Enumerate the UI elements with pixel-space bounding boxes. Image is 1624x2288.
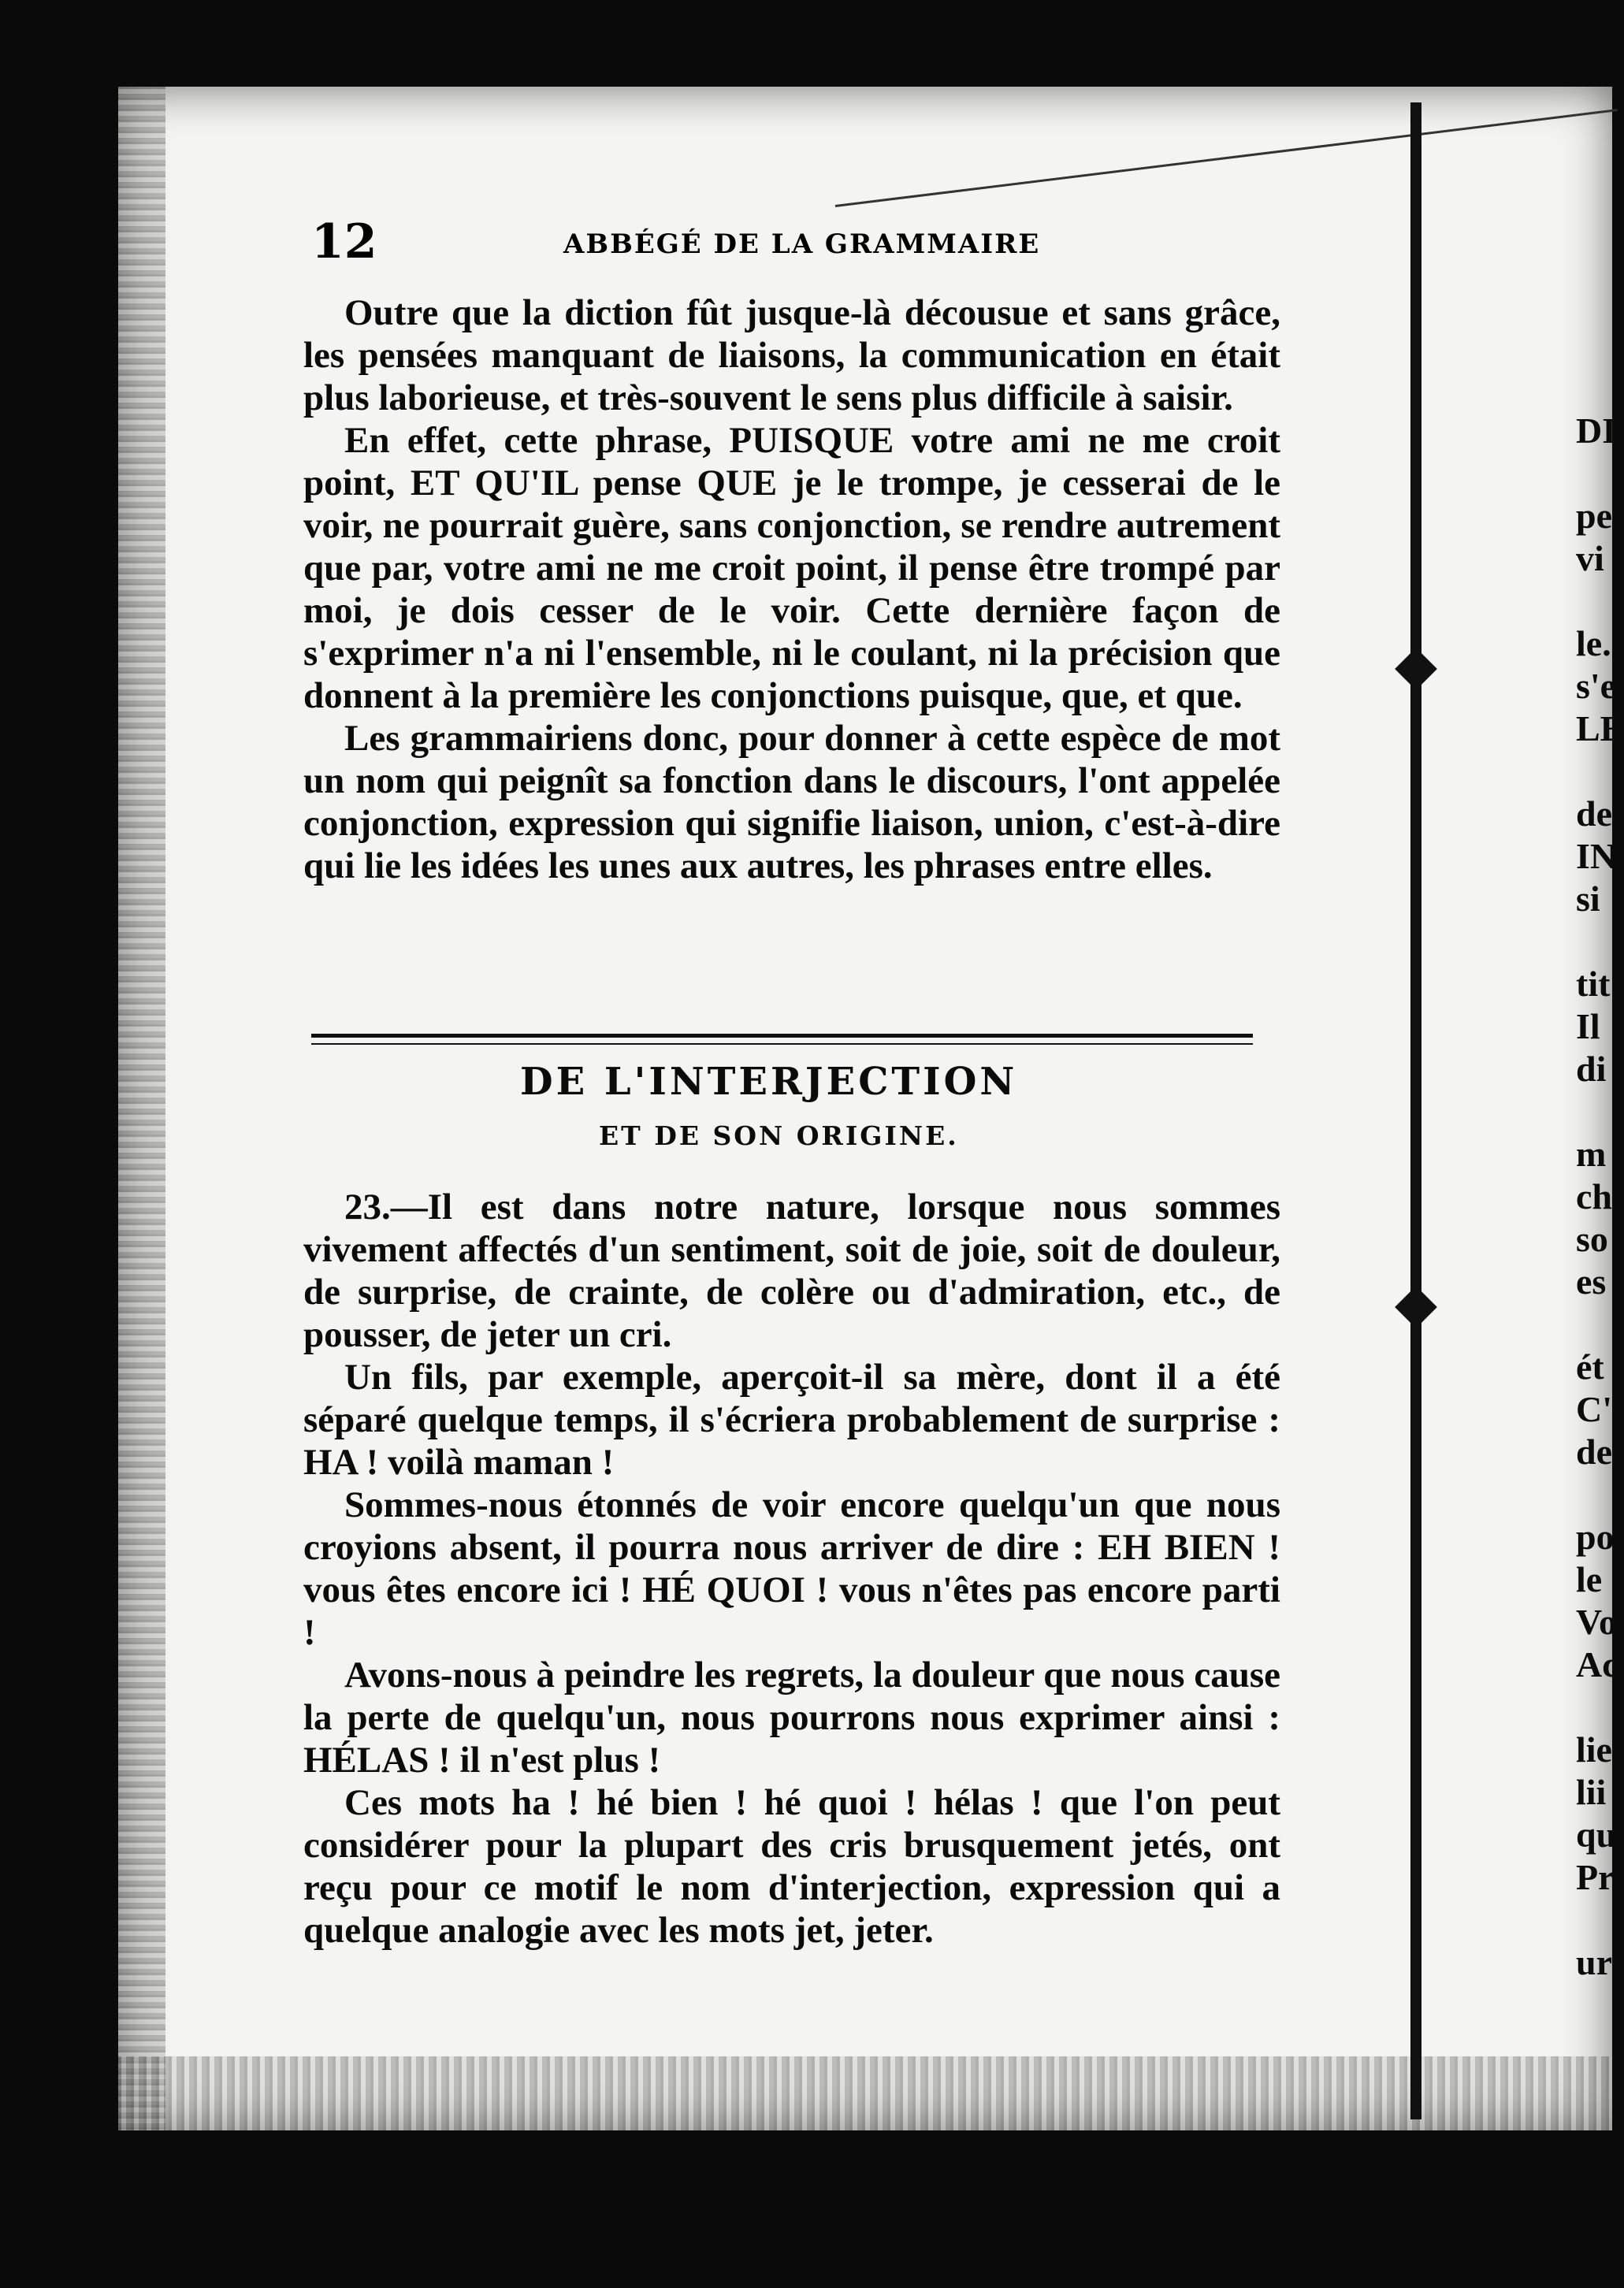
fragment: lie (1576, 1729, 1612, 1770)
bottom-edge-shadow (118, 2056, 1612, 2130)
facing-page-fragments (1576, 410, 1624, 1984)
fragment: de (1576, 793, 1612, 834)
section-subtitle: ET DE SON ORIGINE. (599, 1120, 959, 1151)
book-binding (1410, 102, 1421, 2119)
paragraph: Sommes-nous étonnés de voir encore quelqu'un que nous croyions absent, il pourra nous arriver de dire : EH BIEN ! vous êtes encore ici ! HÉ QUOI ! vous n'êtes pas encore parti ! (303, 1484, 1280, 1653)
paragraph: Les grammairiens donc, pour donner à cette espèce de mot un nom qui peignît sa fonction dans le discours, l'ont appelée conjonction, expression qui signifie liaison, union, c'est-à-dire qui lie les idées les unes aux autres, les phrases entre elles. (303, 718, 1280, 886)
fragment: so (1576, 1219, 1608, 1259)
page-number: 12 (311, 214, 377, 269)
fragment: C' (1576, 1389, 1612, 1429)
section-title: DE L'INTERJECTION (520, 1060, 1018, 1104)
fragment: Pr (1576, 1857, 1615, 1897)
text-block-interjection (303, 1186, 1280, 1952)
fragment: s'e (1576, 666, 1617, 706)
fragment: Vo (1576, 1602, 1617, 1642)
fragment: le. (1576, 623, 1611, 663)
fragment: si (1576, 878, 1600, 919)
fragment: ch (1576, 1176, 1612, 1216)
section-divider (311, 1034, 1253, 1038)
paragraph: Ces mots ha ! hé bien ! hé quoi ! hélas ! que l'on peut considérer pour la plupart des cris brusquement jetés, ont reçu pour ce motif le nom d'interjection, expression qui a quelque analogie avec les mots jet, jeter. (303, 1782, 1280, 1951)
paragraph: Un fils, par exemple, aperçoit-il sa mère, dont il a été séparé quelque temps, il s'écriera probablement de surprise : HA ! voilà maman ! (303, 1357, 1280, 1483)
fragment: ur (1576, 1942, 1612, 1982)
left-edge-shadow (118, 87, 165, 2130)
fragment: di (1576, 1049, 1607, 1089)
paragraph: Avons-nous à peindre les regrets, la douleur que nous cause la perte de quelqu'un, nous pourrons nous exprimer ainsi : HÉLAS ! il n'est plus ! (303, 1655, 1280, 1781)
paragraph: 23.—Il est dans notre nature, lorsque nous sommes vivement affectés d'un sentiment, soit de joie, soit de douleur, de surprise, de crainte, de colère ou d'admiration, etc., de pousser, de jeter un cri. (303, 1187, 1280, 1355)
fragment: le (1576, 1559, 1603, 1599)
fragment: DI (1576, 410, 1617, 451)
fragment: pe (1576, 496, 1612, 536)
fragment: tit (1576, 964, 1611, 1004)
section-divider-thin (311, 1043, 1253, 1045)
fragment: es (1576, 1261, 1607, 1302)
fragment: lii (1576, 1772, 1607, 1812)
fragment: vi (1576, 538, 1604, 578)
paragraph: En effet, cette phrase, PUISQUE votre ami ne me croit point, ET QU'IL pense QUE je le trompe, je cesserai de le voir, ne pourrait guère, sans conjonction, se rendre autrement que par, votre ami ne me croit point, il pense être trompé par moi, je dois cesser de le voir. Cette dernière façon de s'exprimer n'a ni l'ensemble, ni le coulant, ni la précision que donnent à la première les conjonctions puisque, que, et que. (303, 420, 1280, 716)
fragment: ét (1576, 1346, 1604, 1387)
fragment: Il (1576, 1006, 1600, 1046)
fragment: po (1576, 1517, 1615, 1557)
page-header (311, 214, 1099, 269)
fragment: m (1576, 1134, 1607, 1174)
fragment: qu (1576, 1814, 1617, 1855)
fragment: LE (1576, 708, 1624, 748)
fragment: IN (1576, 836, 1617, 876)
fragment: Ac (1576, 1644, 1618, 1684)
text-block-conjunction (303, 292, 1280, 887)
fragment: de (1576, 1432, 1612, 1472)
paragraph: Outre que la diction fût jusque-là décousue et sans grâce, les pensées manquant de liaisons, la communication en était plus laborieuse, et très-souvent le sens plus difficile à saisir. (303, 292, 1280, 418)
running-title: ABBÉGÉ DE LA GRAMMAIRE (563, 228, 1041, 260)
